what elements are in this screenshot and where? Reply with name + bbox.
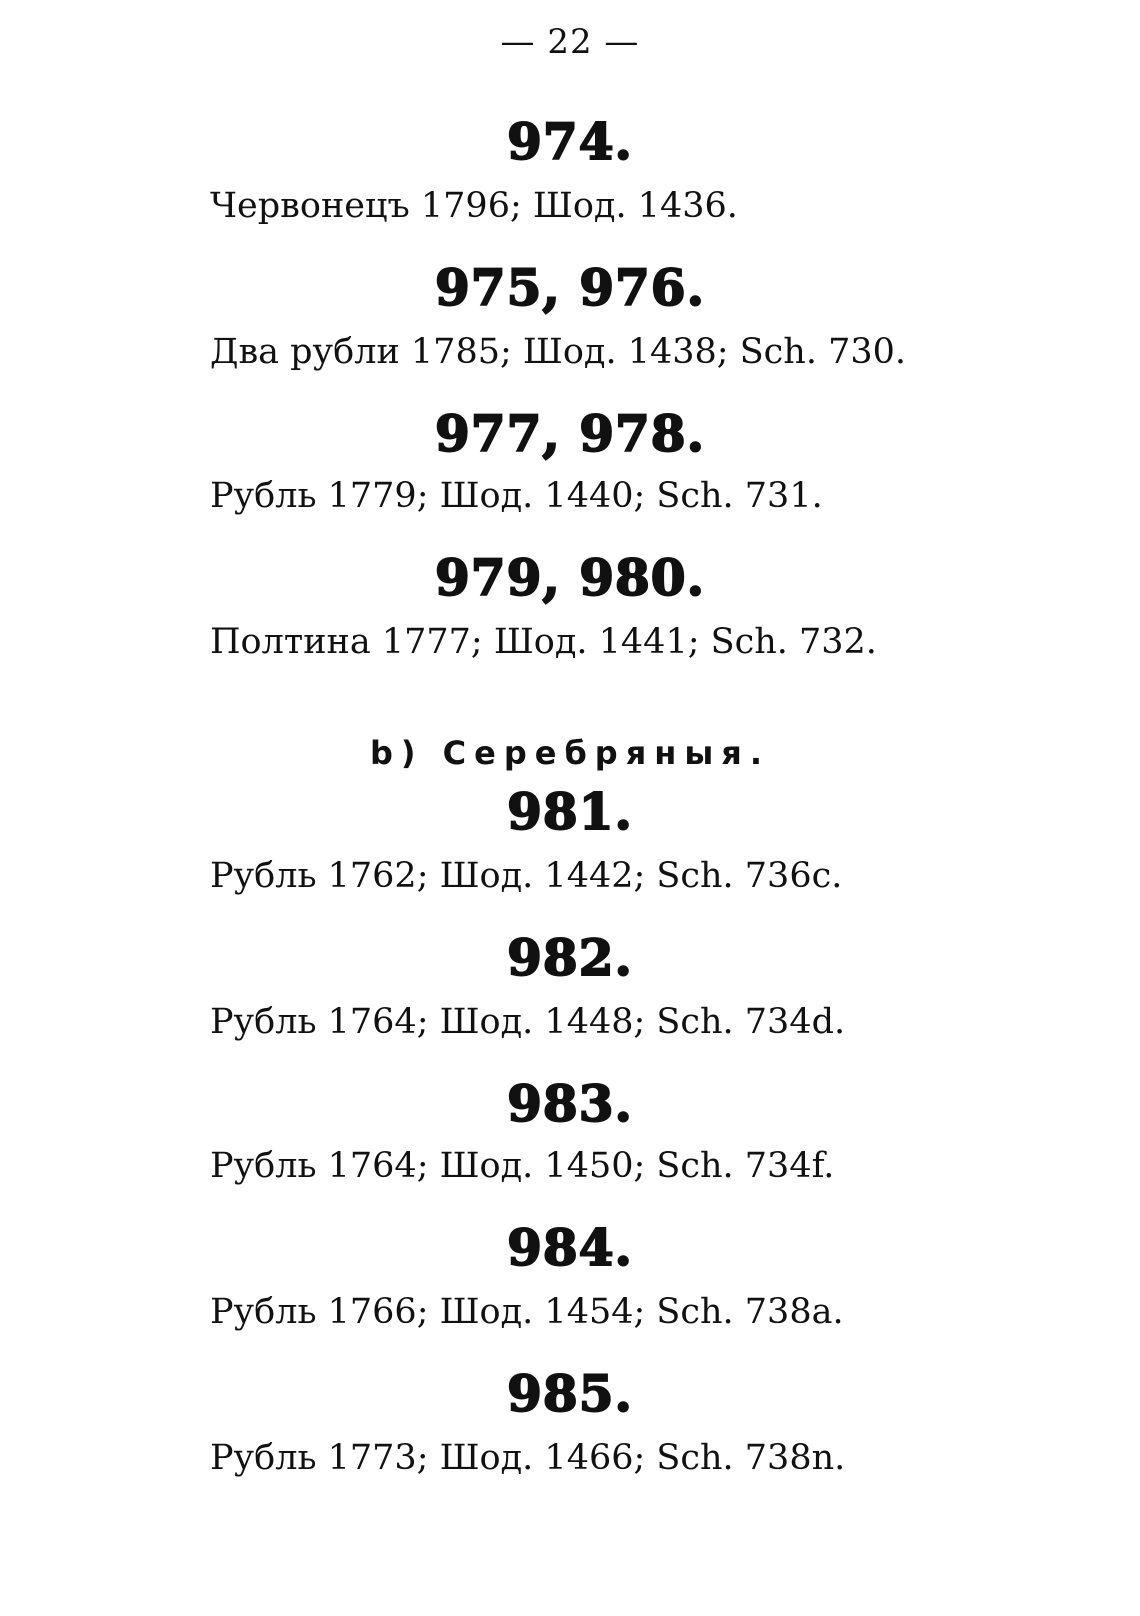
entry-number-982: 982. [507,928,633,987]
entry-number-984: 984. [507,1218,633,1277]
entry-text-975-976: Два рубли 1785; Шод. 1438; Sch. 730. [210,332,907,372]
entry-text-977-978: Рубль 1779; Шод. 1440; Sch. 731. [210,476,823,516]
entry-text-983: Рубль 1764; Шод. 1450; Sch. 734f. [210,1146,835,1186]
entry-text-984: Рубль 1766; Шод. 1454; Sch. 738a. [210,1292,844,1332]
entry-text-985: Рубль 1773; Шод. 1466; Sch. 738n. [210,1438,846,1478]
section-heading-silver: b) Серебряныя. [369,734,770,772]
entry-text-982: Рубль 1764; Шод. 1448; Sch. 734d. [210,1002,846,1042]
entry-text-974: Червонецъ 1796; Шод. 1436. [210,186,738,226]
entry-number-985: 985. [507,1364,633,1423]
entry-text-979-980: Полтина 1777; Шод. 1441; Sch. 732. [210,622,877,662]
entry-number-983: 983. [507,1074,633,1133]
entry-number-975-976: 975, 976. [435,258,705,317]
page-number: — 22 — [500,22,640,62]
entry-number-981: 981. [507,782,633,841]
entry-number-977-978: 977, 978. [435,404,705,463]
entry-number-979-980: 979, 980. [435,548,705,607]
entry-text-981: Рубль 1762; Шод. 1442; Sch. 736c. [210,856,843,896]
entry-number-974: 974. [507,112,633,171]
